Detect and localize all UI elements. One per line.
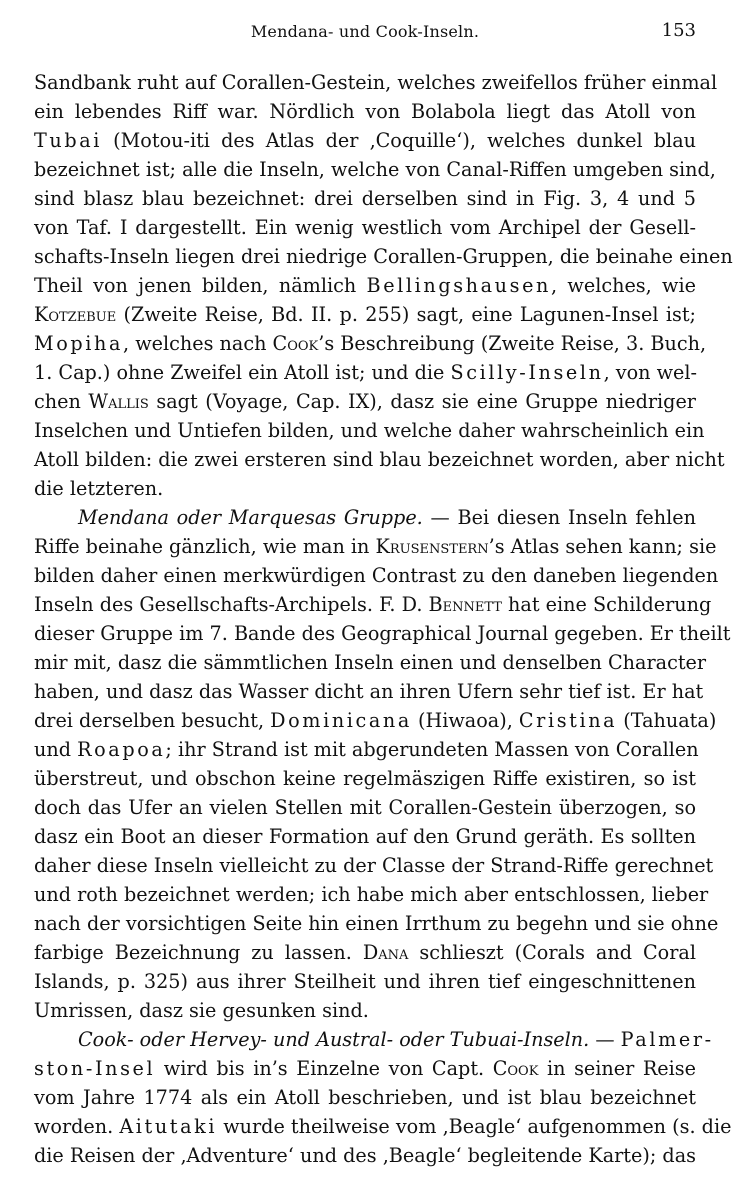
text-segment: Cook bbox=[492, 1057, 539, 1080]
text-segment: Theil von jenen bilden, nämlich bbox=[34, 274, 367, 297]
text-segment: , welches nach bbox=[123, 332, 273, 355]
text-segment: ein lebendes Riff war. Nördlich von Bolabola liegt das Atoll von bbox=[34, 100, 696, 123]
text-line bbox=[34, 938, 696, 967]
text-segment: (Zweite Reise, Bd. II. p. 255) sagt, eine Lagunen-Insel ist; bbox=[116, 303, 696, 326]
text-line bbox=[34, 851, 714, 880]
text-segment: , von wel- bbox=[603, 361, 698, 384]
text-line bbox=[34, 619, 731, 648]
text-segment: Islands, p. 325) aus ihrer Steilheit und ihren tief eingeschnittenen bbox=[34, 970, 696, 993]
text-segment: Krusenstern bbox=[375, 535, 489, 558]
text-segment: ; ihr Strand ist mit abgerundeten Massen von Corallen bbox=[165, 738, 699, 761]
text-line bbox=[34, 764, 696, 793]
text-segment: mir mit, dasz die sämmtlichen Inseln einen und denselben Character bbox=[34, 651, 707, 674]
text-line bbox=[34, 126, 696, 155]
text-segment: wurde theilweise vom ‚Beagle‘ aufgenommen (s. die bbox=[217, 1115, 732, 1138]
text-segment: in seiner Reise bbox=[538, 1057, 696, 1080]
text-segment: — Bei diesen Inseln fehlen bbox=[422, 506, 696, 529]
text-segment: ston-Insel bbox=[34, 1057, 156, 1080]
text-line bbox=[34, 329, 707, 358]
text-line bbox=[34, 184, 696, 213]
text-line bbox=[34, 1054, 696, 1083]
text-segment: Dominicana bbox=[270, 709, 412, 732]
text-segment: Sandbank ruht auf Corallen-Gestein, welches zweifellos früher einmal bbox=[34, 71, 718, 94]
text-line bbox=[34, 735, 699, 764]
text-line bbox=[34, 416, 705, 445]
text-line bbox=[34, 532, 717, 561]
text-segment: schlieszt (Corals and Coral bbox=[408, 941, 696, 964]
text-segment: Umrissen, dasz sie gesunken sind. bbox=[34, 999, 369, 1022]
text-line bbox=[34, 300, 696, 329]
text-segment: bezeichnet ist; alle die Inseln, welche von Canal-Riffen umgeben sind, bbox=[34, 158, 716, 181]
text-line bbox=[34, 996, 696, 1025]
text-segment: schafts-Inseln liegen drei niedrige Corallen-Gruppen, die beinahe einen bbox=[34, 245, 733, 268]
text-line bbox=[34, 793, 696, 822]
text-segment: und bbox=[34, 738, 78, 761]
text-line bbox=[34, 97, 696, 126]
text-segment: und roth bezeichnet werden; ich habe mich aber entschlossen, lieber bbox=[34, 883, 709, 906]
text-line bbox=[34, 561, 719, 590]
text-segment: Inselchen und Untiefen bilden, und welche daher wahrscheinlich ein bbox=[34, 419, 705, 442]
body-text bbox=[34, 68, 733, 1170]
text-segment: die letzteren. bbox=[34, 477, 164, 500]
text-segment: 1. Cap.) ohne Zweifel ein Atoll ist; und die bbox=[34, 361, 451, 384]
text-line bbox=[34, 706, 717, 735]
text-segment: Aitutaki bbox=[119, 1115, 218, 1138]
text-segment: vom Jahre 1774 als ein Atoll beschrieben, und ist blau bezeichnet bbox=[34, 1086, 696, 1109]
text-line bbox=[34, 1112, 732, 1141]
text-line bbox=[34, 68, 718, 97]
text-segment: Wallis bbox=[88, 390, 149, 413]
text-line bbox=[34, 822, 696, 851]
text-segment: Bennett bbox=[428, 593, 502, 616]
text-line bbox=[34, 503, 696, 532]
text-segment: (Tahuata) bbox=[617, 709, 717, 732]
text-line bbox=[34, 155, 716, 184]
text-line bbox=[34, 445, 725, 474]
text-segment: Cook bbox=[272, 332, 319, 355]
text-line bbox=[34, 387, 696, 416]
text-segment: doch das Ufer an vielen Stellen mit Corallen-Gestein überzogen, so bbox=[34, 796, 696, 819]
text-segment: Mopiha bbox=[34, 332, 124, 355]
text-line bbox=[34, 1083, 696, 1112]
text-segment: Tubai bbox=[34, 129, 103, 152]
text-segment: nach der vorsichtigen Seite hin einen Irrthum zu begehn und sie ohne bbox=[34, 912, 719, 935]
text-segment: Bellingshausen bbox=[366, 274, 551, 297]
text-segment: (Hiwaoa), bbox=[411, 709, 519, 732]
page-number: 153 bbox=[661, 20, 696, 41]
text-line bbox=[34, 677, 704, 706]
text-line bbox=[34, 213, 696, 242]
text-segment: Roapoa bbox=[77, 738, 166, 761]
text-segment: Cook- oder Hervey- und Austral- oder Tubuai-Inseln. bbox=[78, 1028, 590, 1051]
text-line bbox=[34, 967, 696, 996]
text-segment: Mendana oder Marquesas Gruppe. bbox=[78, 506, 423, 529]
text-segment: chen bbox=[34, 390, 89, 413]
text-segment: farbige Bezeichnung zu lassen. bbox=[34, 941, 363, 964]
text-segment: ’s Beschreibung (Zweite Reise, 3. Buch, bbox=[318, 332, 707, 355]
text-line bbox=[34, 590, 712, 619]
text-segment: von Taf. I dargestellt. Ein wenig westlich vom Archipel der Gesell- bbox=[34, 216, 696, 239]
text-segment: wird bis in’s Einzelne von Capt. bbox=[155, 1057, 493, 1080]
text-segment: Atoll bilden: die zwei ersteren sind blau bezeichnet worden, aber nicht bbox=[34, 448, 725, 471]
text-line bbox=[34, 648, 707, 677]
text-segment: (Motou-iti des Atlas der ‚Coquille‘), welches dunkel blau bbox=[102, 129, 696, 152]
text-segment: Scilly-Inseln bbox=[450, 361, 604, 384]
text-segment: Cristina bbox=[518, 709, 618, 732]
text-segment: Dana bbox=[362, 941, 409, 964]
text-segment: bilden daher einen merkwürdigen Contrast zu den daneben liegenden bbox=[34, 564, 719, 587]
text-segment: Palmer- bbox=[620, 1028, 714, 1051]
text-segment: Kotzebue bbox=[34, 303, 117, 326]
text-segment: Inseln des Gesellschafts-Archipels. F. D. bbox=[34, 593, 429, 616]
running-head: Mendana- und Cook-Inseln. bbox=[250, 22, 480, 41]
text-segment: dasz ein Boot an dieser Formation auf den Grund geräth. Es sollten bbox=[34, 825, 696, 848]
text-line bbox=[34, 880, 709, 909]
text-segment: sagt (Voyage, Cap. IX), dasz sie eine Gruppe niedriger bbox=[148, 390, 696, 413]
page-header bbox=[34, 16, 696, 46]
text-line bbox=[34, 1025, 714, 1054]
text-segment: dieser Gruppe im 7. Bande des Geographical Journal gegeben. Er theilt bbox=[34, 622, 731, 645]
text-segment: Riffe beinahe gänzlich, wie man in bbox=[34, 535, 376, 558]
text-line bbox=[34, 474, 696, 503]
text-segment: ’s Atlas sehen kann; sie bbox=[488, 535, 717, 558]
text-segment: drei derselben besucht, bbox=[34, 709, 271, 732]
text-line bbox=[34, 1141, 696, 1170]
text-segment: — bbox=[589, 1028, 621, 1051]
text-segment: überstreut, und obschon keine regelmäszigen Riffe existiren, so ist bbox=[34, 767, 696, 790]
text-segment: daher diese Inseln vielleicht zu der Classe der Strand-Riffe gerechnet bbox=[34, 854, 714, 877]
text-line bbox=[34, 271, 696, 300]
text-segment: worden. bbox=[34, 1115, 120, 1138]
text-segment: , welches, wie bbox=[551, 274, 696, 297]
text-segment: die Reisen der ‚Adventure‘ und des ‚Beagle‘ begleitende Karte); das bbox=[34, 1144, 696, 1167]
text-segment: sind blasz blau bezeichnet: drei derselben sind in Fig. 3, 4 und 5 bbox=[34, 187, 696, 210]
text-line bbox=[34, 358, 696, 387]
text-segment: haben, und dasz das Wasser dicht an ihren Ufern sehr tief ist. Er hat bbox=[34, 680, 704, 703]
book-page bbox=[34, 16, 733, 1170]
text-line bbox=[34, 242, 733, 271]
text-segment: hat eine Schilderung bbox=[501, 593, 712, 616]
text-line bbox=[34, 909, 719, 938]
